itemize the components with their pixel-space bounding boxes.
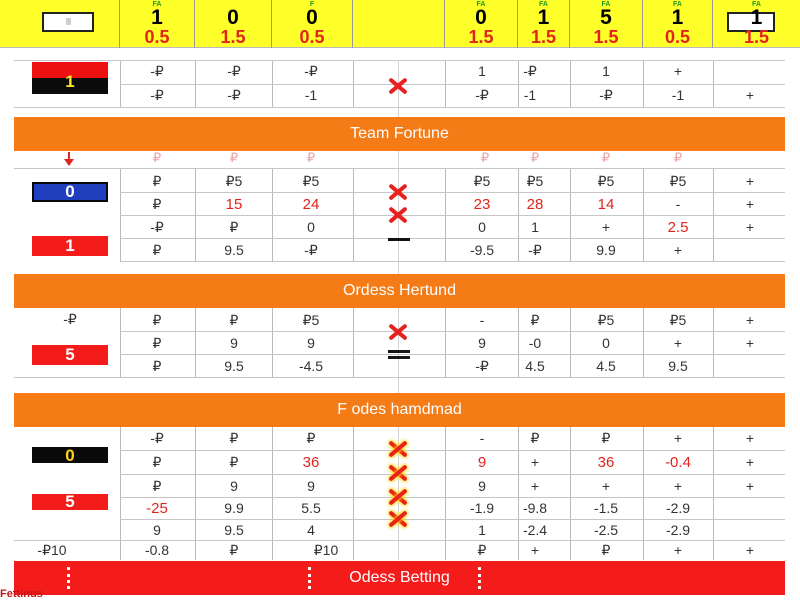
odds-cell[interactable]: ₽: [229, 542, 239, 558]
cross-icon: [386, 75, 412, 97]
faded-marker: ₽: [480, 150, 490, 165]
odds-cell[interactable]: -: [675, 196, 681, 212]
odds-cell-highlight[interactable]: 2.5: [667, 219, 689, 236]
header-cell[interactable]: [570, 0, 643, 48]
odds-cell[interactable]: -₽: [528, 242, 542, 258]
section-title-bar[interactable]: Team Fortune: [14, 117, 785, 151]
header-cell[interactable]: [272, 0, 353, 48]
odds-cell[interactable]: -2.9: [665, 500, 691, 516]
indicator-icon: [66, 18, 71, 25]
faded-marker: ₽: [530, 150, 540, 165]
odds-cell[interactable]: +: [601, 478, 611, 494]
odds-cell[interactable]: ₽: [477, 542, 487, 558]
header-odds: 0.5: [144, 27, 170, 47]
odds-cell[interactable]: -₽: [150, 87, 164, 103]
odds-cell[interactable]: -1: [671, 87, 685, 103]
odds-cell[interactable]: -₽: [304, 242, 318, 258]
odds-cell-highlight[interactable]: -25: [146, 500, 168, 517]
arrow-down-icon[interactable]: [64, 152, 74, 168]
faded-marker: ₽: [229, 150, 239, 165]
cross-icon: [386, 204, 412, 226]
odds-cell[interactable]: ₽: [601, 542, 611, 558]
odds-cell[interactable]: 1: [478, 522, 486, 538]
team-badge[interactable]: 1: [32, 236, 108, 256]
header-cell[interactable]: [195, 0, 272, 48]
header-score: 1: [671, 6, 684, 29]
odds-cell[interactable]: 9: [307, 478, 315, 494]
odds-cell[interactable]: +: [745, 542, 755, 558]
odds-cell[interactable]: -₽: [304, 63, 318, 79]
odds-cell[interactable]: ₽: [306, 430, 316, 446]
odds-cell[interactable]: +: [745, 430, 755, 446]
odds-cell[interactable]: ₽5: [669, 173, 687, 189]
header-cell[interactable]: [643, 0, 713, 48]
odds-cell[interactable]: +: [530, 478, 540, 494]
odds-cell[interactable]: +: [673, 335, 683, 351]
odds-cell-highlight[interactable]: 36: [597, 454, 615, 471]
team-badge[interactable]: 0: [32, 182, 108, 202]
flag-icon: FA: [752, 1, 761, 8]
odds-cell[interactable]: -0.8: [144, 542, 170, 558]
odds-cell[interactable]: ₽: [152, 242, 162, 258]
header-odds: 1.5: [468, 27, 494, 47]
odds-cell[interactable]: -₽: [227, 87, 241, 103]
odds-cell[interactable]: ₽: [152, 335, 162, 351]
odds-cell[interactable]: -₽: [150, 430, 164, 446]
odds-cell[interactable]: ₽: [601, 430, 611, 446]
team-badge[interactable]: 5: [32, 494, 108, 510]
odds-cell[interactable]: ₽5: [225, 173, 243, 189]
header-cell[interactable]: [120, 0, 195, 48]
odds-cell[interactable]: -0: [528, 335, 542, 351]
odds-cell[interactable]: ₽: [152, 478, 162, 494]
odds-cell[interactable]: 1: [602, 63, 610, 79]
flag-icon: FA: [539, 1, 548, 8]
header-cell: [0, 0, 120, 48]
header-score: 5: [600, 6, 612, 29]
odds-cell[interactable]: ₽: [530, 430, 540, 446]
odds-cell[interactable]: +: [745, 173, 755, 189]
faded-marker: ₽: [152, 150, 162, 165]
header-cell[interactable]: [713, 0, 800, 48]
odds-cell[interactable]: 4: [307, 522, 315, 538]
odds-cell[interactable]: +: [673, 542, 683, 558]
cross-icon: [386, 486, 412, 508]
odds-cell[interactable]: ₽: [229, 430, 239, 446]
header-score: 0: [227, 6, 239, 29]
odds-cell-highlight[interactable]: -0.4: [665, 454, 691, 471]
odds-cell-highlight[interactable]: 24: [302, 196, 320, 213]
odds-cell[interactable]: -₽: [150, 63, 164, 79]
odds-cell[interactable]: -9.5: [469, 242, 495, 258]
odds-cell[interactable]: +: [673, 242, 683, 258]
header-score: 0: [475, 6, 487, 29]
odds-cell[interactable]: -2.4: [522, 522, 548, 538]
header-score: 0: [306, 6, 318, 29]
odds-cell[interactable]: ₽5: [597, 312, 615, 328]
faded-marker: ₽: [673, 150, 683, 165]
faded-marker: ₽: [601, 150, 611, 165]
odds-cell[interactable]: -₽: [599, 87, 613, 103]
odds-cell[interactable]: -: [479, 312, 485, 328]
odds-cell[interactable]: ₽: [152, 454, 162, 470]
odds-cell[interactable]: 0: [307, 219, 315, 235]
header-odds: 1.5: [530, 27, 557, 47]
odds-cell[interactable]: ₽: [152, 358, 162, 374]
odds-cell[interactable]: 9.5: [224, 242, 244, 258]
odds-cell[interactable]: -1: [523, 87, 537, 103]
odds-cell[interactable]: +: [745, 196, 755, 212]
odds-cell[interactable]: ₽: [229, 454, 239, 470]
cross-icon: [386, 438, 412, 460]
odds-cell[interactable]: 9: [478, 335, 486, 351]
header-score: 1: [537, 6, 550, 29]
odds-cell[interactable]: ₽5: [473, 173, 491, 189]
odds-cell[interactable]: +: [673, 430, 683, 446]
section-label: Fettinus: [0, 588, 43, 600]
odds-cell[interactable]: ₽: [152, 173, 162, 189]
odds-cell[interactable]: -1.9: [469, 500, 495, 516]
odds-cell[interactable]: +: [530, 542, 540, 558]
header-cell[interactable]: [518, 0, 570, 48]
odds-cell[interactable]: -₽10: [37, 542, 67, 558]
odds-cell[interactable]: ₽5: [669, 312, 687, 328]
odds-cell[interactable]: 0: [478, 219, 486, 235]
header-score: 1: [151, 6, 163, 29]
flag-icon: FA: [673, 1, 682, 8]
odds-cell[interactable]: 9.5: [224, 522, 244, 538]
odds-cell[interactable]: 9: [230, 478, 238, 494]
odds-cell[interactable]: -₽: [475, 358, 489, 374]
odds-cell[interactable]: ₽: [152, 312, 162, 328]
odds-cell-highlight[interactable]: 14: [597, 196, 615, 213]
cross-icon: [386, 321, 412, 343]
flag-icon: FA: [476, 1, 486, 8]
odds-cell-highlight[interactable]: 28: [526, 196, 544, 213]
odds-cell[interactable]: 1: [478, 63, 486, 79]
cross-icon: [386, 508, 412, 530]
odds-cell[interactable]: +: [745, 219, 755, 235]
odds-cell[interactable]: ₽: [530, 312, 540, 328]
equals-icon: [388, 350, 410, 359]
header-cell[interactable]: [445, 0, 518, 48]
divider-dots: [308, 567, 311, 589]
section-title-bar[interactable]: Odess Betting: [14, 561, 785, 595]
odds-cell[interactable]: -₽: [475, 87, 489, 103]
team-badge[interactable]: 1: [32, 62, 108, 94]
odds-cell[interactable]: -₽: [63, 311, 77, 327]
odds-cell[interactable]: 4.5: [596, 358, 616, 374]
header-score: 1: [750, 6, 763, 29]
flag-icon: F: [309, 1, 315, 8]
odds-cell[interactable]: ₽5: [302, 312, 320, 328]
header-odds: 1.5: [593, 27, 619, 47]
odds-cell[interactable]: 9: [478, 478, 486, 494]
odds-cell-highlight[interactable]: 23: [473, 196, 491, 213]
header-odds: 1.5: [220, 27, 246, 47]
header-odds: 0.5: [299, 27, 325, 47]
odds-cell[interactable]: +: [673, 63, 683, 79]
odds-cell[interactable]: +: [745, 312, 755, 328]
odds-cell[interactable]: +: [673, 478, 683, 494]
odds-cell-highlight[interactable]: 9: [477, 454, 487, 471]
flag-icon: FA: [152, 1, 162, 8]
dash-icon: [388, 238, 410, 241]
odds-cell[interactable]: +: [745, 454, 755, 470]
header-cell: [353, 0, 445, 48]
section-title-bar[interactable]: F odes hamdmad: [14, 393, 785, 427]
odds-cell[interactable]: +: [745, 87, 755, 103]
header-odds: 0.5: [664, 27, 691, 47]
odds-cell[interactable]: 5.5: [301, 500, 321, 516]
section-title-bar[interactable]: Ordess Hertund: [14, 274, 785, 308]
odds-cell[interactable]: 0: [602, 335, 610, 351]
odds-cell[interactable]: -₽: [150, 219, 164, 235]
odds-cell[interactable]: 9.9: [596, 242, 616, 258]
odds-cell[interactable]: ₽5: [597, 173, 615, 189]
odds-cell[interactable]: 9.5: [224, 358, 244, 374]
divider-dots: [478, 567, 481, 589]
odds-cell[interactable]: -9.8: [522, 500, 548, 516]
team-badge[interactable]: 5: [32, 345, 108, 365]
odds-cell[interactable]: 9.9: [224, 500, 244, 516]
odds-cell[interactable]: -2.9: [665, 522, 691, 538]
odds-cell-highlight[interactable]: 36: [302, 454, 320, 471]
odds-cell[interactable]: -1.5: [593, 500, 619, 516]
odds-cell[interactable]: 9.5: [668, 358, 688, 374]
odds-cell-highlight[interactable]: 15: [225, 196, 243, 213]
divider-dots: [67, 567, 70, 589]
odds-cell[interactable]: ₽: [229, 312, 239, 328]
cross-icon: [386, 462, 412, 484]
odds-cell[interactable]: -: [479, 430, 485, 446]
odds-cell[interactable]: 9: [153, 522, 161, 538]
odds-cell[interactable]: 9: [307, 335, 315, 351]
odds-cell[interactable]: -₽: [227, 63, 241, 79]
cross-icon: [386, 181, 412, 203]
odds-cell[interactable]: 1: [531, 219, 539, 235]
odds-cell[interactable]: -4.5: [298, 358, 324, 374]
odds-cell[interactable]: ₽5: [526, 173, 544, 189]
odds-cell[interactable]: +: [530, 454, 540, 470]
odds-cell[interactable]: -1: [304, 87, 318, 103]
odds-header: [0, 0, 800, 48]
odds-cell[interactable]: +: [745, 335, 755, 351]
odds-cell[interactable]: ₽5: [302, 173, 320, 189]
flag-icon: FA: [601, 1, 611, 8]
odds-cell[interactable]: +: [745, 478, 755, 494]
faded-marker: ₽: [306, 150, 316, 165]
odds-cell[interactable]: ₽: [229, 219, 239, 235]
header-odds: 1.5: [743, 27, 770, 47]
team-badge[interactable]: 0: [32, 447, 108, 463]
odds-cell[interactable]: 4.5: [525, 358, 545, 374]
odds-cell[interactable]: -₽: [523, 63, 537, 79]
odds-cell[interactable]: 9: [230, 335, 238, 351]
odds-cell[interactable]: -2.5: [593, 522, 619, 538]
odds-cell[interactable]: +: [601, 219, 611, 235]
header-selector-box[interactable]: [42, 12, 94, 32]
odds-cell[interactable]: ₽10: [313, 542, 339, 558]
odds-cell[interactable]: ₽: [152, 196, 162, 212]
